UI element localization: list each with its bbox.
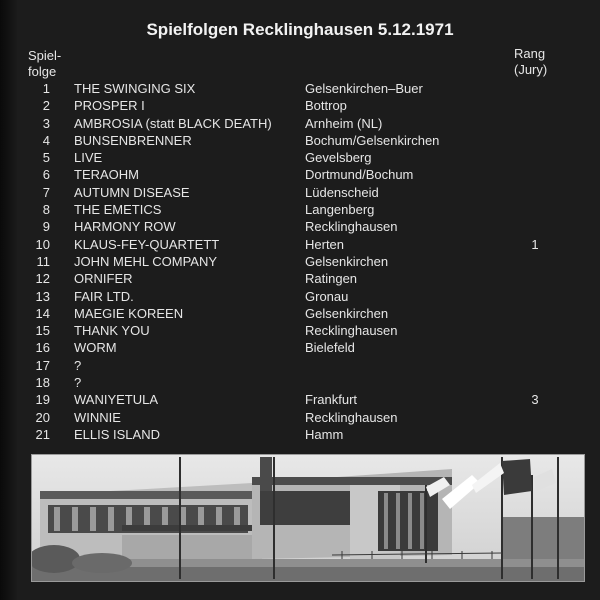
- band-name: TERAOHM: [74, 167, 139, 183]
- lineup-row: [0, 184, 600, 201]
- lineup-number: 13: [35, 288, 50, 304]
- lineup-row: [0, 426, 600, 443]
- band-name: ?: [74, 375, 82, 391]
- venue-photo: [31, 454, 585, 582]
- lineup-row: [0, 218, 600, 235]
- lineup-number: 5: [42, 150, 50, 166]
- lineup-number: 14: [35, 305, 50, 321]
- band-name: AUTUMN DISEASE: [74, 184, 190, 200]
- column-header-rank-line1: Rang: [514, 46, 546, 61]
- lineup-number: 11: [36, 253, 50, 269]
- jury-rank: 1: [531, 236, 539, 252]
- lineup-number: 16: [35, 340, 50, 356]
- band-city: Frankfurt: [305, 392, 358, 408]
- lineup-list: [0, 80, 600, 443]
- lineup-row: [0, 305, 600, 322]
- band-name: FAIR LTD.: [74, 288, 134, 304]
- band-city: Bielefeld: [305, 340, 355, 356]
- lineup-number: 19: [35, 392, 50, 408]
- band-name: ORNIFER: [74, 271, 133, 287]
- lineup-number: 1: [42, 81, 50, 96]
- band-city: Hamm: [305, 426, 344, 442]
- band-city: Recklinghausen: [305, 409, 398, 425]
- band-name: HARMONY ROW: [74, 219, 176, 235]
- lineup-number: 21: [35, 426, 50, 442]
- lineup-number: 20: [35, 409, 50, 425]
- column-header-rank: [514, 46, 547, 78]
- band-city: Herten: [305, 236, 345, 252]
- lineup-number: 6: [42, 167, 50, 183]
- venue-photo-illustration: [32, 455, 584, 581]
- band-city: Arnheim (NL): [305, 115, 383, 131]
- band-name: ELLIS ISLAND: [74, 426, 160, 442]
- band-city: Lüdenscheid: [305, 184, 379, 200]
- band-name: MAEGIE KOREEN: [74, 305, 184, 321]
- lineup-row: [0, 149, 600, 166]
- lineup-number: 15: [35, 323, 50, 339]
- lineup-row: [0, 288, 600, 305]
- lineup-number: 18: [35, 375, 50, 391]
- band-name: AMBROSIA (statt BLACK DEATH): [74, 115, 272, 131]
- band-name: BUNSENBRENNER: [74, 132, 192, 148]
- lineup-number: 2: [42, 98, 50, 114]
- band-name: LIVE: [74, 150, 103, 166]
- band-city: Gronau: [305, 288, 349, 304]
- lineup-number: 10: [35, 236, 50, 252]
- band-city: Gelsenkirchen–Buer: [305, 81, 423, 96]
- band-name: KLAUS-FEY-QUARTETT: [74, 236, 220, 252]
- lineup-row: [0, 132, 600, 149]
- lineup-row: [0, 270, 600, 287]
- lineup-row: [0, 80, 600, 97]
- band-city: Dortmund/Bochum: [305, 167, 414, 183]
- lineup-row: [0, 97, 600, 114]
- band-name: THE SWINGING SIX: [74, 81, 196, 96]
- band-name: JOHN MEHL COMPANY: [74, 253, 218, 269]
- band-city: Langenberg: [305, 202, 375, 218]
- lineup-number: 12: [35, 271, 50, 287]
- column-header-order-line2: folge: [28, 64, 57, 79]
- lineup-number: 7: [42, 184, 50, 200]
- band-name: THANK YOU: [74, 323, 150, 339]
- band-city: Bottrop: [305, 98, 347, 114]
- band-name: WORM: [74, 340, 117, 356]
- lineup-row: [0, 322, 600, 339]
- lineup-row: [0, 391, 600, 408]
- lineup-row: [0, 409, 600, 426]
- column-header-order: [28, 48, 61, 80]
- band-name: PROSPER I: [74, 98, 145, 114]
- band-name: WANIYETULA: [74, 392, 159, 408]
- column-header-order-line1: Spiel-: [28, 48, 62, 63]
- lineup-row: [0, 201, 600, 218]
- lineup-row: [0, 166, 600, 183]
- lineup-row: [0, 357, 600, 374]
- lineup-row: [0, 374, 600, 391]
- band-name: ?: [74, 357, 82, 373]
- lineup-number: 17: [35, 357, 50, 373]
- band-name: WINNIE: [74, 409, 121, 425]
- band-city: Gelsenkirchen: [305, 253, 389, 269]
- lineup-number: 8: [42, 202, 50, 218]
- band-city: Recklinghausen: [305, 323, 398, 339]
- band-name: THE EMETICS: [74, 202, 162, 218]
- band-city: Ratingen: [305, 271, 358, 287]
- lineup-number: 4: [42, 132, 50, 148]
- lineup-row: [0, 253, 600, 270]
- lineup-number: 9: [42, 219, 50, 235]
- page-title: Spielfolgen Recklinghausen 5.12.1971: [146, 20, 454, 39]
- lineup-row: [0, 236, 600, 253]
- column-header-rank-line2: (Jury): [514, 62, 548, 77]
- band-city: Bochum/Gelsenkirchen: [305, 132, 440, 148]
- lineup-number: 3: [42, 115, 50, 131]
- band-city: Recklinghausen: [305, 219, 398, 235]
- band-city: Gelsenkirchen: [305, 305, 389, 321]
- lineup-row: [0, 115, 600, 132]
- lineup-row: [0, 339, 600, 356]
- jury-rank: 3: [531, 392, 539, 408]
- band-city: Gevelsberg: [305, 150, 372, 166]
